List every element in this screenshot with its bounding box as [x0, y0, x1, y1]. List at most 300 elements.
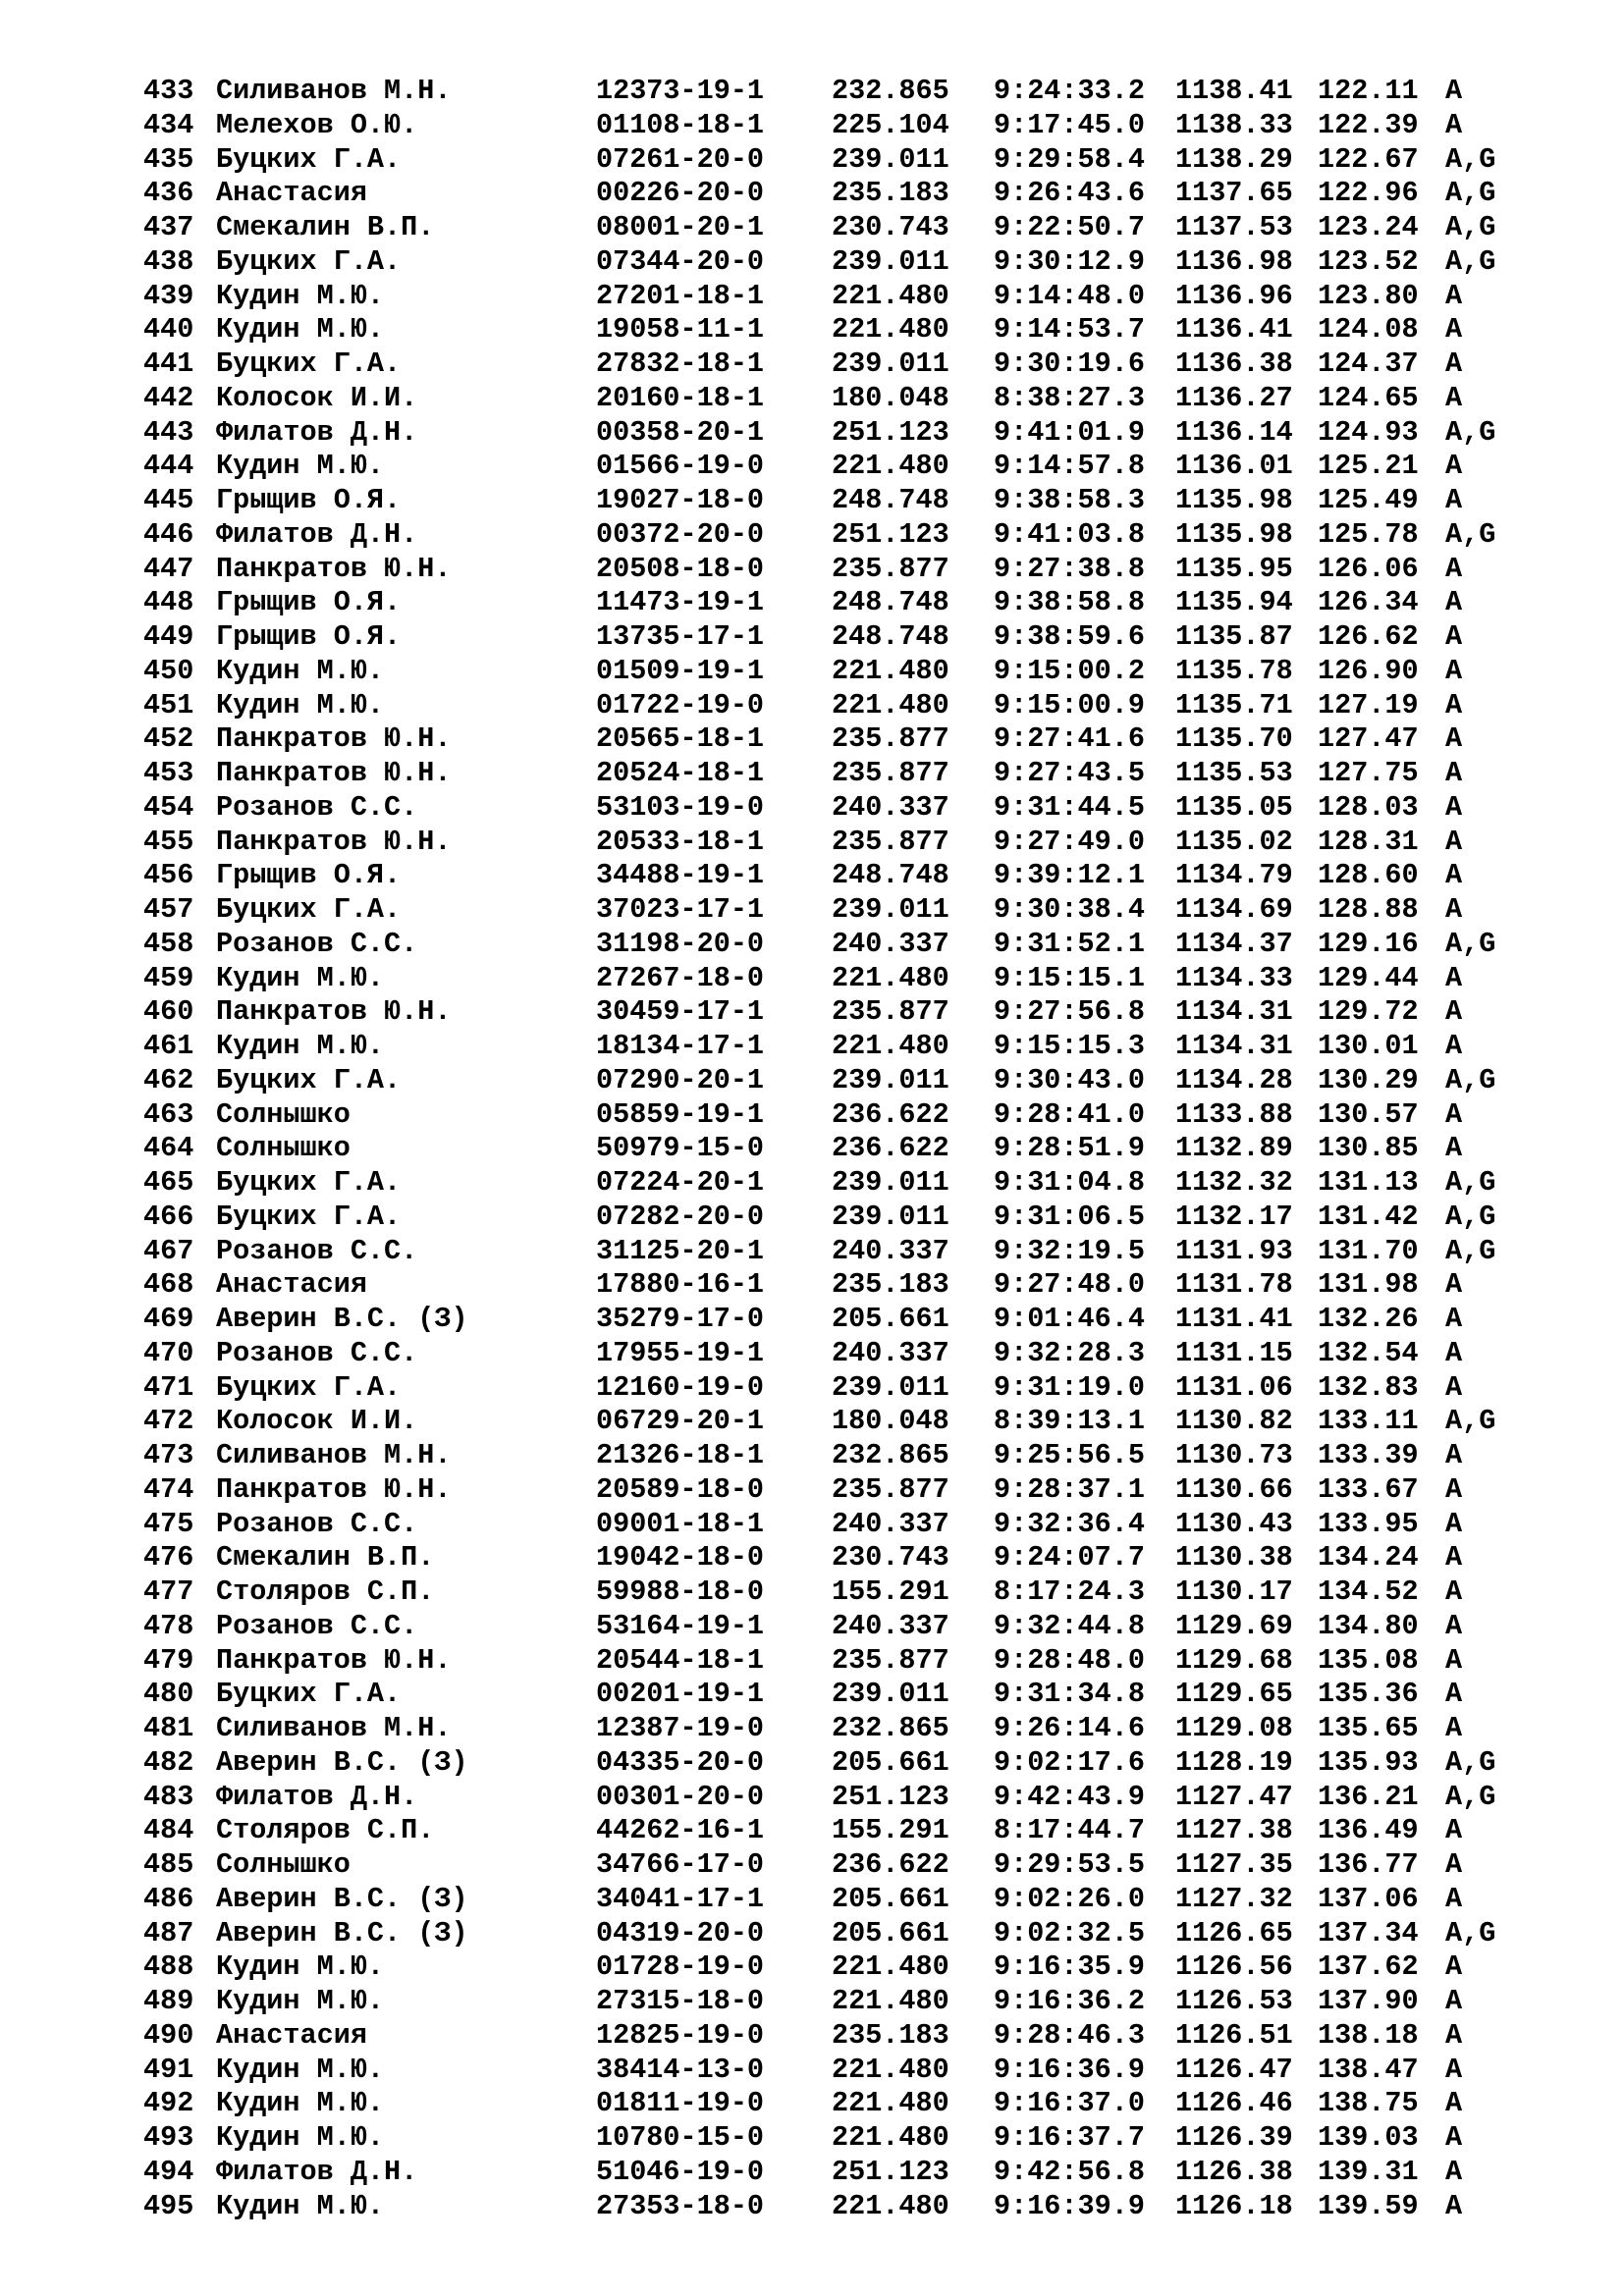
fancier-name-cell: Кудин М.Ю.: [216, 1030, 385, 1062]
coefficient-cell: 135.36: [1318, 1678, 1419, 1711]
table-row: [143, 2019, 1587, 2054]
ring-number-cell: 00301-20-0: [596, 1780, 765, 1813]
speed-cell: 1129.65: [1175, 1678, 1293, 1711]
ring-number-cell: 27315-18-0: [596, 1985, 765, 2017]
speed-cell: 1138.33: [1175, 108, 1293, 141]
place-cell: 483: [143, 1780, 194, 1813]
distance-cell: 221.480: [832, 1985, 949, 2017]
arrival-time-cell: 9:38:58.3: [994, 484, 1145, 516]
place-cell: 437: [143, 211, 194, 243]
fancier-name-cell: Солнышко: [216, 1132, 351, 1165]
place-cell: 475: [143, 1507, 194, 1540]
arrival-time-cell: 9:42:43.9: [994, 1780, 1145, 1813]
fancier-name-cell: Анастасия: [216, 177, 367, 210]
arrival-time-cell: 9:28:37.1: [994, 1472, 1145, 1506]
arrival-time-cell: 9:31:06.5: [994, 1200, 1145, 1233]
speed-cell: 1135.70: [1175, 722, 1293, 756]
speed-cell: 1126.46: [1175, 2087, 1293, 2120]
ring-number-cell: 37023-17-1: [596, 893, 765, 926]
place-cell: 461: [143, 1030, 194, 1062]
coefficient-cell: 126.34: [1318, 586, 1419, 619]
flags-cell: A,G: [1445, 1405, 1496, 1438]
place-cell: 472: [143, 1405, 194, 1438]
speed-cell: 1135.98: [1175, 484, 1293, 516]
distance-cell: 239.011: [832, 347, 949, 380]
fancier-name-cell: Кудин М.Ю.: [216, 279, 385, 312]
flags-cell: A: [1445, 1814, 1463, 1847]
flags-cell: A: [1445, 961, 1463, 994]
fancier-name-cell: Филатов Д.Н.: [216, 2155, 418, 2188]
place-cell: 473: [143, 1439, 194, 1471]
flags-cell: A: [1445, 108, 1463, 141]
distance-cell: 205.661: [832, 1745, 949, 1779]
table-row: [143, 518, 1587, 553]
fancier-name-cell: Панкратов Ю.Н.: [216, 757, 452, 789]
distance-cell: 230.743: [832, 211, 949, 243]
arrival-time-cell: 9:02:26.0: [994, 1882, 1145, 1915]
distance-cell: 235.877: [832, 1643, 949, 1677]
fancier-name-cell: Розанов С.С.: [216, 927, 418, 960]
fancier-name-cell: Грыщив О.Я.: [216, 620, 402, 653]
place-cell: 481: [143, 1712, 194, 1744]
place-cell: 454: [143, 790, 194, 824]
distance-cell: 221.480: [832, 654, 949, 687]
place-cell: 447: [143, 552, 194, 585]
speed-cell: 1130.38: [1175, 1541, 1293, 1575]
flags-cell: A: [1445, 2018, 1463, 2052]
coefficient-cell: 131.70: [1318, 1234, 1419, 1267]
place-cell: 490: [143, 2018, 194, 2052]
fancier-name-cell: Панкратов Ю.Н.: [216, 1472, 452, 1506]
distance-cell: 221.480: [832, 2121, 949, 2154]
coefficient-cell: 123.80: [1318, 279, 1419, 312]
arrival-time-cell: 9:31:34.8: [994, 1678, 1145, 1711]
speed-cell: 1134.69: [1175, 893, 1293, 926]
table-row: [143, 893, 1587, 928]
coefficient-cell: 137.62: [1318, 1950, 1419, 1984]
speed-cell: 1138.41: [1175, 75, 1293, 107]
table-row: [143, 1132, 1587, 1166]
table-row: [143, 280, 1587, 314]
flags-cell: A: [1445, 995, 1463, 1029]
flags-cell: A: [1445, 381, 1463, 414]
coefficient-cell: 129.44: [1318, 961, 1419, 994]
flags-cell: A: [1445, 757, 1463, 789]
fancier-name-cell: Силиванов М.Н.: [216, 1712, 452, 1744]
fancier-name-cell: Кудин М.Ю.: [216, 1985, 385, 2017]
coefficient-cell: 125.78: [1318, 517, 1419, 551]
distance-cell: 232.865: [832, 75, 949, 107]
table-row: [143, 995, 1587, 1030]
flags-cell: A: [1445, 859, 1463, 892]
place-cell: 482: [143, 1745, 194, 1779]
flags-cell: A: [1445, 552, 1463, 585]
ring-number-cell: 30459-17-1: [596, 995, 765, 1029]
ring-number-cell: 20589-18-0: [596, 1472, 765, 1506]
table-row: [143, 1575, 1587, 1610]
distance-cell: 239.011: [832, 142, 949, 176]
table-row: [143, 1098, 1587, 1133]
table-row: [143, 1268, 1587, 1303]
distance-cell: 221.480: [832, 2189, 949, 2222]
distance-cell: 235.877: [832, 1472, 949, 1506]
distance-cell: 221.480: [832, 313, 949, 347]
coefficient-cell: 131.42: [1318, 1200, 1419, 1233]
distance-cell: 251.123: [832, 517, 949, 551]
fancier-name-cell: Буцких Г.А.: [216, 1063, 402, 1096]
arrival-time-cell: 9:27:56.8: [994, 995, 1145, 1029]
table-row: [143, 1883, 1587, 1917]
fancier-name-cell: Колосок И.И.: [216, 381, 418, 414]
coefficient-cell: 124.08: [1318, 313, 1419, 347]
speed-cell: 1127.32: [1175, 1882, 1293, 1915]
flags-cell: A: [1445, 1950, 1463, 1984]
flags-cell: A: [1445, 790, 1463, 824]
place-cell: 474: [143, 1472, 194, 1506]
ring-number-cell: 00372-20-0: [596, 517, 765, 551]
flags-cell: A,G: [1445, 1166, 1496, 1199]
flags-cell: A: [1445, 586, 1463, 619]
fancier-name-cell: Анастасия: [216, 2018, 367, 2052]
place-cell: 441: [143, 347, 194, 380]
flags-cell: A,G: [1445, 142, 1496, 176]
table-row: [143, 1166, 1587, 1201]
table-row: [143, 1405, 1587, 1439]
speed-cell: 1128.19: [1175, 1745, 1293, 1779]
ring-number-cell: 50979-15-0: [596, 1132, 765, 1165]
fancier-name-cell: Аверин В.С. (З): [216, 1916, 468, 1949]
coefficient-cell: 132.26: [1318, 1303, 1419, 1335]
table-row: [143, 2190, 1587, 2224]
distance-cell: 240.337: [832, 1507, 949, 1540]
place-cell: 459: [143, 961, 194, 994]
distance-cell: 251.123: [832, 415, 949, 449]
speed-cell: 1134.37: [1175, 927, 1293, 960]
fancier-name-cell: Анастасия: [216, 1268, 367, 1302]
coefficient-cell: 138.75: [1318, 2087, 1419, 2120]
place-cell: 439: [143, 279, 194, 312]
place-cell: 433: [143, 75, 194, 107]
arrival-time-cell: 9:27:41.6: [994, 722, 1145, 756]
arrival-time-cell: 9:01:46.4: [994, 1303, 1145, 1335]
speed-cell: 1135.94: [1175, 586, 1293, 619]
arrival-time-cell: 9:16:39.9: [994, 2189, 1145, 2222]
fancier-name-cell: Кудин М.Ю.: [216, 961, 385, 994]
place-cell: 477: [143, 1575, 194, 1608]
fancier-name-cell: Кудин М.Ю.: [216, 654, 385, 687]
place-cell: 480: [143, 1678, 194, 1711]
fancier-name-cell: Кудин М.Ю.: [216, 2189, 385, 2222]
table-row: [143, 1781, 1587, 1815]
ring-number-cell: 34041-17-1: [596, 1882, 765, 1915]
place-cell: 476: [143, 1541, 194, 1575]
flags-cell: A: [1445, 1882, 1463, 1915]
ring-number-cell: 31125-20-1: [596, 1234, 765, 1267]
ring-number-cell: 07261-20-0: [596, 142, 765, 176]
fancier-name-cell: Панкратов Ю.Н.: [216, 1643, 452, 1677]
fancier-name-cell: Столяров С.П.: [216, 1814, 435, 1847]
fancier-name-cell: Аверин В.С. (З): [216, 1882, 468, 1915]
table-row: [143, 450, 1587, 484]
place-cell: 493: [143, 2121, 194, 2154]
speed-cell: 1126.65: [1175, 1916, 1293, 1949]
arrival-time-cell: 9:38:58.8: [994, 586, 1145, 619]
coefficient-cell: 129.72: [1318, 995, 1419, 1029]
place-cell: 486: [143, 1882, 194, 1915]
place-cell: 463: [143, 1097, 194, 1131]
place-cell: 466: [143, 1200, 194, 1233]
coefficient-cell: 134.80: [1318, 1609, 1419, 1642]
distance-cell: 205.661: [832, 1303, 949, 1335]
table-row: [143, 1371, 1587, 1406]
speed-cell: 1127.47: [1175, 1780, 1293, 1813]
coefficient-cell: 133.95: [1318, 1507, 1419, 1540]
flags-cell: A: [1445, 1643, 1463, 1677]
place-cell: 452: [143, 722, 194, 756]
coefficient-cell: 133.39: [1318, 1439, 1419, 1471]
ring-number-cell: 01811-19-0: [596, 2087, 765, 2120]
ring-number-cell: 13735-17-1: [596, 620, 765, 653]
coefficient-cell: 133.11: [1318, 1405, 1419, 1438]
distance-cell: 239.011: [832, 1063, 949, 1096]
place-cell: 495: [143, 2189, 194, 2222]
table-row: [143, 1541, 1587, 1575]
arrival-time-cell: 9:15:00.2: [994, 654, 1145, 687]
place-cell: 445: [143, 484, 194, 516]
table-row: [143, 1848, 1587, 1883]
flags-cell: A: [1445, 2053, 1463, 2086]
speed-cell: 1126.47: [1175, 2053, 1293, 2086]
coefficient-cell: 126.06: [1318, 552, 1419, 585]
table-row: [143, 1508, 1587, 1542]
table-row: [143, 1712, 1587, 1746]
fancier-name-cell: Буцких Г.А.: [216, 347, 402, 380]
fancier-name-cell: Грыщив О.Я.: [216, 586, 402, 619]
coefficient-cell: 133.67: [1318, 1472, 1419, 1506]
table-row: [143, 1985, 1587, 2019]
ring-number-cell: 27201-18-1: [596, 279, 765, 312]
fancier-name-cell: Буцких Г.А.: [216, 893, 402, 926]
coefficient-cell: 127.47: [1318, 722, 1419, 756]
arrival-time-cell: 9:41:01.9: [994, 415, 1145, 449]
ring-number-cell: 01728-19-0: [596, 1950, 765, 1984]
speed-cell: 1136.14: [1175, 415, 1293, 449]
flags-cell: A: [1445, 1132, 1463, 1165]
arrival-time-cell: 9:02:32.5: [994, 1916, 1145, 1949]
ring-number-cell: 27353-18-0: [596, 2189, 765, 2222]
coefficient-cell: 139.31: [1318, 2155, 1419, 2188]
arrival-time-cell: 9:32:44.8: [994, 1609, 1145, 1642]
ring-number-cell: 19058-11-1: [596, 313, 765, 347]
coefficient-cell: 138.47: [1318, 2053, 1419, 2086]
distance-cell: 251.123: [832, 2155, 949, 2188]
distance-cell: 232.865: [832, 1712, 949, 1744]
table-row: [143, 1303, 1587, 1337]
arrival-time-cell: 9:30:12.9: [994, 244, 1145, 278]
coefficient-cell: 136.21: [1318, 1780, 1419, 1813]
table-row: [143, 1439, 1587, 1473]
coefficient-cell: 122.67: [1318, 142, 1419, 176]
place-cell: 448: [143, 586, 194, 619]
place-cell: 492: [143, 2087, 194, 2120]
ring-number-cell: 20533-18-1: [596, 825, 765, 858]
speed-cell: 1130.82: [1175, 1405, 1293, 1438]
table-row: [143, 1201, 1587, 1235]
table-row: [143, 553, 1587, 587]
flags-cell: A: [1445, 484, 1463, 516]
coefficient-cell: 130.85: [1318, 1132, 1419, 1165]
speed-cell: 1133.88: [1175, 1097, 1293, 1131]
coefficient-cell: 139.59: [1318, 2189, 1419, 2222]
speed-cell: 1134.28: [1175, 1063, 1293, 1096]
flags-cell: A,G: [1445, 1745, 1496, 1779]
table-row: [143, 655, 1587, 689]
arrival-time-cell: 9:27:38.8: [994, 552, 1145, 585]
coefficient-cell: 137.06: [1318, 1882, 1419, 1915]
speed-cell: 1136.96: [1175, 279, 1293, 312]
ring-number-cell: 12825-19-0: [596, 2018, 765, 2052]
fancier-name-cell: Филатов Д.Н.: [216, 517, 418, 551]
table-row: [143, 689, 1587, 723]
fancier-name-cell: Аверин В.С. (З): [216, 1303, 468, 1335]
arrival-time-cell: 9:31:52.1: [994, 927, 1145, 960]
table-row: [143, 1235, 1587, 1269]
speed-cell: 1131.93: [1175, 1234, 1293, 1267]
ring-number-cell: 09001-18-1: [596, 1507, 765, 1540]
flags-cell: A: [1445, 313, 1463, 347]
distance-cell: 251.123: [832, 1780, 949, 1813]
table-row: [143, 1644, 1587, 1679]
speed-cell: 1127.38: [1175, 1814, 1293, 1847]
distance-cell: 239.011: [832, 1678, 949, 1711]
arrival-time-cell: 9:26:43.6: [994, 177, 1145, 210]
ring-number-cell: 01108-18-1: [596, 108, 765, 141]
coefficient-cell: 127.75: [1318, 757, 1419, 789]
place-cell: 467: [143, 1234, 194, 1267]
table-row: [143, 1814, 1587, 1848]
flags-cell: A: [1445, 450, 1463, 483]
place-cell: 434: [143, 108, 194, 141]
table-row: [143, 757, 1587, 791]
coefficient-cell: 130.01: [1318, 1030, 1419, 1062]
table-row: [143, 928, 1587, 962]
speed-cell: 1136.01: [1175, 450, 1293, 483]
coefficient-cell: 125.21: [1318, 450, 1419, 483]
table-row: [143, 109, 1587, 143]
flags-cell: A: [1445, 1268, 1463, 1302]
coefficient-cell: 135.65: [1318, 1712, 1419, 1744]
speed-cell: 1131.06: [1175, 1370, 1293, 1404]
table-row: [143, 313, 1587, 347]
arrival-time-cell: 9:26:14.6: [994, 1712, 1145, 1744]
speed-cell: 1132.32: [1175, 1166, 1293, 1199]
arrival-time-cell: 9:17:45.0: [994, 108, 1145, 141]
arrival-time-cell: 9:30:38.4: [994, 893, 1145, 926]
coefficient-cell: 130.29: [1318, 1063, 1419, 1096]
coefficient-cell: 132.54: [1318, 1336, 1419, 1369]
table-row: [143, 1337, 1587, 1371]
distance-cell: 155.291: [832, 1814, 949, 1847]
distance-cell: 240.337: [832, 790, 949, 824]
flags-cell: A: [1445, 825, 1463, 858]
table-row: [143, 620, 1587, 655]
arrival-time-cell: 9:14:53.7: [994, 313, 1145, 347]
ring-number-cell: 20508-18-0: [596, 552, 765, 585]
distance-cell: 239.011: [832, 1200, 949, 1233]
arrival-time-cell: 9:31:44.5: [994, 790, 1145, 824]
arrival-time-cell: 9:14:48.0: [994, 279, 1145, 312]
coefficient-cell: 134.52: [1318, 1575, 1419, 1608]
place-cell: 484: [143, 1814, 194, 1847]
speed-cell: 1130.43: [1175, 1507, 1293, 1540]
table-row: [143, 1473, 1587, 1508]
arrival-time-cell: 9:16:35.9: [994, 1950, 1145, 1984]
place-cell: 436: [143, 177, 194, 210]
flags-cell: A: [1445, 654, 1463, 687]
fancier-name-cell: Колосок И.И.: [216, 1405, 418, 1438]
distance-cell: 235.183: [832, 1268, 949, 1302]
flags-cell: A,G: [1445, 415, 1496, 449]
flags-cell: A: [1445, 1472, 1463, 1506]
fancier-name-cell: Буцких Г.А.: [216, 1678, 402, 1711]
flags-cell: A,G: [1445, 1234, 1496, 1267]
ring-number-cell: 21326-18-1: [596, 1439, 765, 1471]
fancier-name-cell: Смекалин В.П.: [216, 211, 435, 243]
fancier-name-cell: Кудин М.Ю.: [216, 2121, 385, 2154]
distance-cell: 155.291: [832, 1575, 949, 1608]
arrival-time-cell: 9:02:17.6: [994, 1745, 1145, 1779]
ring-number-cell: 01722-19-0: [596, 688, 765, 721]
distance-cell: 235.183: [832, 2018, 949, 2052]
coefficient-cell: 137.34: [1318, 1916, 1419, 1949]
arrival-time-cell: 9:27:43.5: [994, 757, 1145, 789]
coefficient-cell: 136.49: [1318, 1814, 1419, 1847]
flags-cell: A: [1445, 1370, 1463, 1404]
arrival-time-cell: 9:15:15.3: [994, 1030, 1145, 1062]
place-cell: 438: [143, 244, 194, 278]
table-row: [143, 2054, 1587, 2088]
coefficient-cell: 123.24: [1318, 211, 1419, 243]
arrival-time-cell: 9:31:04.8: [994, 1166, 1145, 1199]
table-row: [143, 1030, 1587, 1064]
fancier-name-cell: Грыщив О.Я.: [216, 484, 402, 516]
arrival-time-cell: 9:27:49.0: [994, 825, 1145, 858]
place-cell: 469: [143, 1303, 194, 1335]
flags-cell: A,G: [1445, 177, 1496, 210]
place-cell: 450: [143, 654, 194, 687]
arrival-time-cell: 9:16:36.9: [994, 2053, 1145, 2086]
speed-cell: 1131.78: [1175, 1268, 1293, 1302]
table-row: [143, 1950, 1587, 1985]
distance-cell: 235.877: [832, 825, 949, 858]
ring-number-cell: 38414-13-0: [596, 2053, 765, 2086]
table-row: [143, 2156, 1587, 2190]
table-row: [143, 2121, 1587, 2156]
flags-cell: A: [1445, 1507, 1463, 1540]
distance-cell: 240.337: [832, 1609, 949, 1642]
ring-number-cell: 01566-19-0: [596, 450, 765, 483]
distance-cell: 221.480: [832, 1950, 949, 1984]
distance-cell: 235.877: [832, 757, 949, 789]
flags-cell: A: [1445, 1541, 1463, 1575]
fancier-name-cell: Мелехов О.Ю.: [216, 108, 418, 141]
arrival-time-cell: 9:29:58.4: [994, 142, 1145, 176]
speed-cell: 1135.02: [1175, 825, 1293, 858]
ring-number-cell: 20524-18-1: [596, 757, 765, 789]
flags-cell: A: [1445, 1609, 1463, 1642]
ring-number-cell: 34488-19-1: [596, 859, 765, 892]
coefficient-cell: 135.08: [1318, 1643, 1419, 1677]
